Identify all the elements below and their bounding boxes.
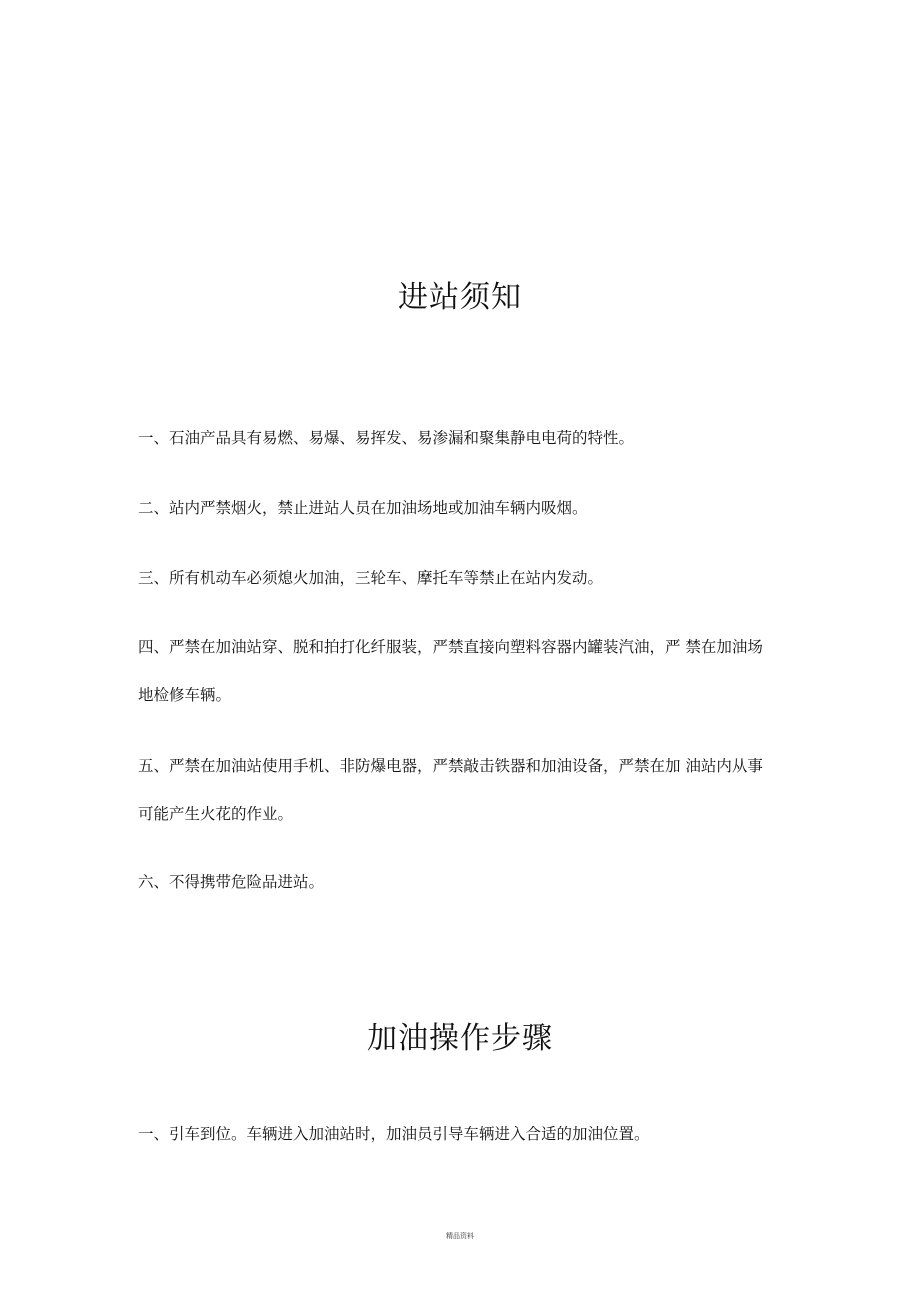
section-title-entry-notice: 进站须知: [398, 280, 522, 315]
notice-item-5: 五、严禁在加油站使用手机、非防爆电器，严禁敲击铁器和加油设备，严禁在加 油站内从事可能产生火花的作业。: [138, 757, 763, 823]
refuel-step-1: 一、引车到位。车辆进入加油站时，加油员引导车辆进入合适的加油位置。: [138, 1125, 650, 1143]
notice-item-6: 六、不得携带危险品进站。: [138, 873, 325, 891]
section-title-refuel-steps: 加油操作步骤: [367, 1021, 553, 1056]
notice-item-4: 四、严禁在加油站穿、脱和拍打化纤服装，严禁直接向塑料容器内罐装汽油，严 禁在加油场地检修车辆。: [138, 638, 763, 704]
notice-item-1: 一、石油产品具有易燃、易爆、易挥发、易渗漏和聚集静电电荷的特性。: [138, 429, 635, 447]
page-footer: 精品资料: [446, 1232, 474, 1240]
notice-item-2: 二、站内严禁烟火，禁止进站人员在加油场地或加油车辆内吸烟。: [138, 499, 588, 517]
notice-item-3: 三、所有机动车必须熄火加油，三轮车、摩托车等禁止在站内发动。: [138, 569, 604, 587]
